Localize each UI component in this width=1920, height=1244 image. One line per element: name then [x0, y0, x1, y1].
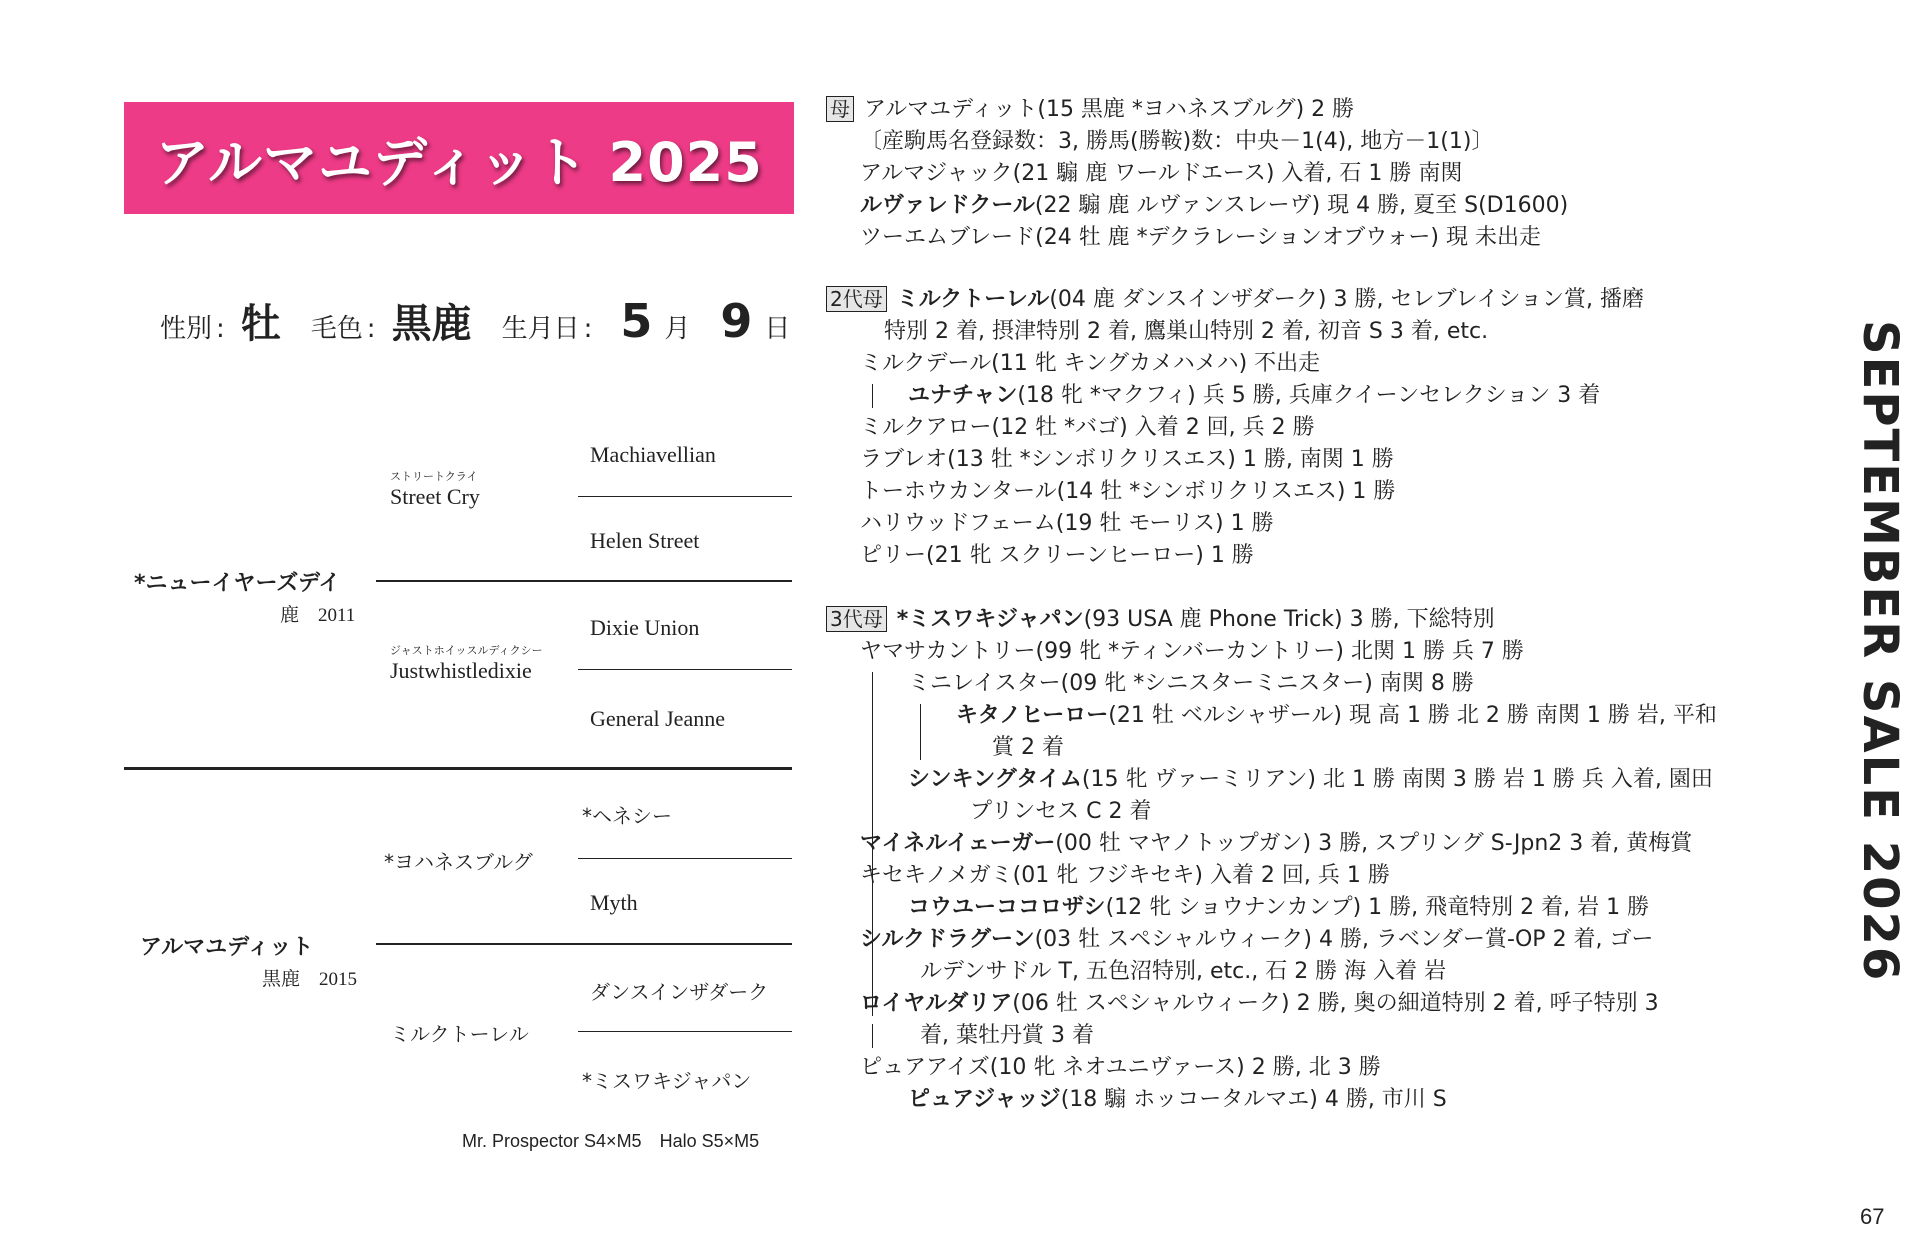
foal-entry: ヤマサカントリー(99 牝 *ティンバーカントリー) 北関 1 勝 兵 7 勝	[860, 639, 1524, 664]
sire-dam-name: Justwhistledixie	[390, 658, 532, 683]
pedigree-divider	[376, 943, 792, 945]
foal-name-bold: コウユーココロザシ	[908, 895, 1106, 920]
continuation-line: 着, 葉牡丹賞 3 着	[920, 1023, 1094, 1048]
foal-entry: ハリウッドフェーム(19 牡 モーリス) 1 勝	[860, 511, 1274, 536]
foal-entry: ミニレイスター(09 牝 *シニスターミニスター) 南関 8 勝	[908, 671, 1474, 696]
foal-entry: ピリー(21 牝 スクリーンヒーロー) 1 勝	[860, 543, 1254, 568]
foal-entry	[908, 766, 1713, 794]
pedigree-g3-3: Dixie Union	[590, 615, 700, 640]
foal-entry	[860, 990, 1659, 1018]
foal-entry	[908, 894, 1649, 922]
dam-produce-stats: 〔産駒馬名登録数：3, 勝馬(勝鞍)数：中央－1(4), 地方－1(1)〕	[860, 129, 1494, 154]
foal-entry	[860, 926, 1654, 954]
page-title: アルマユディット 2025	[155, 130, 763, 194]
sex-value: 牡	[240, 301, 281, 347]
dam-info: 黒鹿 2015	[262, 969, 358, 990]
pedigree-g3-2: Helen Street	[590, 528, 700, 553]
third-dam-detail: (93 USA 鹿 Phone Trick) 3 勝, 下総特別	[1083, 607, 1495, 632]
foal-detail: (03 牡 スペシャルウィーク) 4 勝, ラベンダー賞-OP 2 着, ゴー	[1034, 927, 1654, 952]
second-dam-line	[826, 286, 1644, 314]
pedigree-divider	[578, 858, 792, 859]
lineage-bar	[872, 384, 873, 408]
foal-entry: アルマジャック(21 騸 鹿 ワールドエース) 入着, 石 1 勝 南関	[860, 161, 1463, 186]
pedigree-g3-7: ダンスインザダーク	[590, 980, 769, 1004]
dam-summary: アルマユディット(15 黒鹿 *ヨハネスブルグ) 2 勝	[864, 97, 1355, 122]
third-dam-line	[826, 606, 1495, 634]
continuation-line: ルデンサドル T, 五色沼特別, etc., 石 2 勝 海 入着 岩	[920, 959, 1447, 984]
page-number: 67	[1860, 1204, 1885, 1229]
second-dam-name: ミルクトーレル	[896, 287, 1050, 312]
pedigree-chart	[0, 0, 800, 1244]
foal-detail: (00 牡 マヤノトップガン) 3 勝, スプリング S-Jpn2 3 着, 黄梅賞	[1055, 831, 1693, 856]
dam-name: アルマユディット	[140, 935, 314, 960]
birth-label: 生月日	[501, 314, 580, 344]
pedigree-divider	[124, 767, 792, 770]
lineage-bar	[920, 704, 921, 760]
foal-detail: (18 牝 *マクフィ) 兵 5 勝, 兵庫クイーンセレクション 3 着	[1017, 383, 1601, 408]
foal-name-bold: ユナチャン	[908, 383, 1018, 408]
foal-entry: ツーエムブレード(24 牡 鹿 *デクラレーションオブウォー) 現 未出走	[860, 225, 1541, 250]
foal-detail: (21 牡 ベルシャザール) 現 高 1 勝 北 2 勝 南関 1 勝 岩, 平和	[1108, 703, 1717, 728]
sex-label: 性別	[160, 314, 213, 344]
second-dam-label: 2代母	[826, 286, 887, 312]
dam-line	[826, 96, 1354, 124]
sire-name: *ニューイヤーズデイ	[134, 571, 341, 596]
foal-name-bold: マイネルイェーガー	[860, 831, 1056, 856]
pedigree-divider	[578, 496, 792, 497]
birth-month: 5	[620, 294, 653, 348]
sire-dam-ruby: ジャストホイッスルディクシー	[390, 644, 543, 657]
foal-entry	[956, 702, 1717, 730]
pedigree-divider	[578, 1031, 792, 1032]
foal-entry: キセキノメガミ(01 牝 フジキセキ) 入着 2 回, 兵 1 勝	[860, 863, 1390, 888]
foal-name-bold: ルヴァレドクール	[860, 193, 1035, 218]
pedigree-g3-4: General Jeanne	[590, 706, 725, 731]
third-dam-label: 3代母	[826, 606, 887, 632]
foal-detail: (15 牝 ヴァーミリアン) 北 1 勝 南関 3 勝 岩 1 勝 兵 入着, 園田	[1081, 767, 1713, 792]
inbreeding-note: Mr. Prospector S4×M5 Halo S5×M5	[462, 1131, 760, 1151]
foal-name-bold: ロイヤルダリア	[860, 991, 1013, 1016]
foal-name-bold: キタノヒーロー	[956, 703, 1109, 728]
pedigree-g3-6: Myth	[590, 890, 638, 915]
pedigree-divider	[376, 580, 792, 582]
foal-detail: (18 騸 ホッコータルマエ) 4 勝, 市川 S	[1060, 1087, 1447, 1112]
sire-sire-ruby: ストリートクライ	[390, 470, 478, 483]
foal-entry: ミルクデール(11 牝 キングカメハメハ) 不出走	[860, 351, 1321, 376]
pedigree-g3-8: *ミスワキジャパン	[582, 1069, 752, 1093]
colon: :	[583, 314, 593, 344]
foal-name-bold: シンキングタイム	[908, 767, 1082, 792]
month-unit: 月	[664, 314, 691, 344]
dam-dam-name: ミルクトーレル	[390, 1022, 529, 1046]
foal-name-bold: ピュアジャッジ	[908, 1087, 1061, 1112]
foal-detail: (22 騸 鹿 ルヴァンスレーヴ) 現 4 勝, 夏至 S(D1600)	[1034, 193, 1569, 218]
day-unit: 日	[764, 314, 791, 344]
continuation-line: 賞 2 着	[992, 735, 1064, 760]
dam-sire-name: *ヨハネスブルグ	[384, 850, 533, 874]
foal-entry	[860, 192, 1568, 220]
pedigree-g3-5: *ヘネシー	[582, 804, 672, 828]
pedigree-g3-1: Machiavellian	[590, 442, 716, 467]
foal-entry: ミルクアロー(12 牡 *バゴ) 入着 2 回, 兵 2 勝	[860, 415, 1315, 440]
sale-name-vertical: SEPTEMBER SALE 2026	[1852, 320, 1908, 983]
foal-detail: (06 牡 スペシャルウィーク) 2 勝, 奥の細道特別 2 着, 呼子特別 3	[1012, 991, 1659, 1016]
foal-entry: ピュアアイズ(10 牝 ネオユニヴァース) 2 勝, 北 3 勝	[860, 1055, 1381, 1080]
color-value: 黒鹿	[391, 301, 472, 347]
colon: :	[366, 314, 376, 344]
lineage-bar	[872, 1024, 873, 1048]
foal-entry: ラブレオ(13 牡 *シンボリクリスエス) 1 勝, 南関 1 勝	[860, 447, 1394, 472]
third-dam-name: *ミスワキジャパン	[896, 607, 1084, 632]
foal-entry: トーホウカンタール(14 牡 *シンボリクリスエス) 1 勝	[860, 479, 1396, 504]
foal-detail: (12 牝 ショウナンカンプ) 1 勝, 飛竜特別 2 着, 岩 1 勝	[1105, 895, 1650, 920]
second-dam-detail: (04 鹿 ダンスインザダーク) 3 勝, セレブレイション賞, 播磨	[1049, 287, 1645, 312]
continuation-line: プリンセス C 2 着	[970, 799, 1152, 824]
birth-day: 9	[720, 294, 753, 348]
dam-label: 母	[826, 96, 854, 122]
continuation-line: 特別 2 着, 摂津特別 2 着, 鷹巣山特別 2 着, 初音 S 3 着, etc.	[884, 319, 1489, 344]
foal-entry	[908, 1086, 1447, 1114]
foal-entry	[860, 830, 1692, 858]
color-label: 毛色	[310, 314, 363, 344]
pedigree-divider	[578, 669, 792, 670]
colon: :	[216, 314, 225, 344]
sire-sire-name: Street Cry	[390, 484, 480, 509]
sire-info: 鹿 2011	[280, 605, 356, 626]
foal-name-bold: シルクドラグーン	[860, 927, 1035, 952]
foal-entry	[908, 382, 1600, 410]
